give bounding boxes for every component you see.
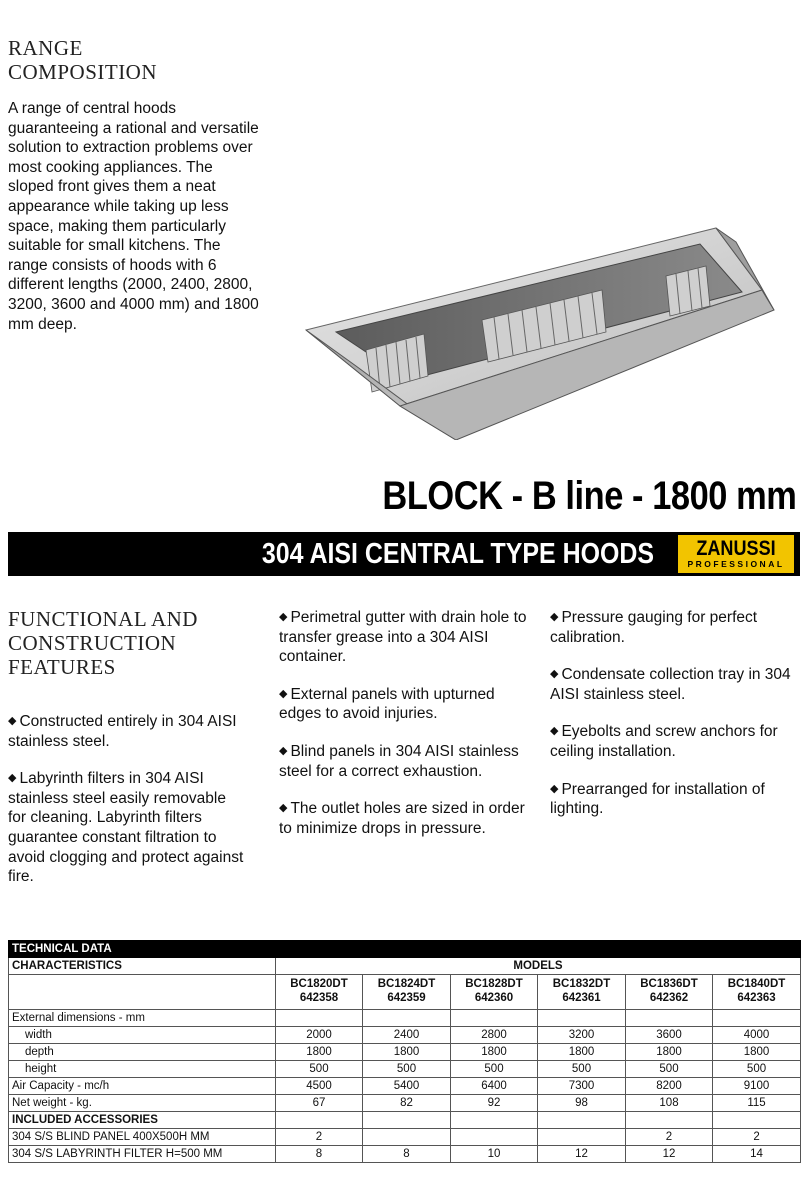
product-title: BLOCK - B line - 1800 mm <box>381 474 796 518</box>
row-label: Net weight - kg. <box>9 1095 276 1112</box>
table-cell: 92 <box>451 1095 538 1112</box>
models-label: MODELS <box>276 958 801 975</box>
diamond-bullet-icon: ◆ <box>279 744 288 757</box>
table-row <box>9 1061 801 1078</box>
table-cell: 500 <box>451 1061 538 1078</box>
hood-product-image <box>296 180 806 440</box>
table-row <box>9 1027 801 1044</box>
model-cell <box>276 975 363 1010</box>
ext-dims-label: External dimensions - mm <box>9 1010 276 1027</box>
model-cell <box>538 975 626 1010</box>
table-cell <box>713 1010 801 1027</box>
table-cell <box>276 1010 363 1027</box>
technical-data-table <box>8 940 801 1163</box>
table-cell: 7300 <box>538 1078 626 1095</box>
table-cell: 1800 <box>451 1044 538 1061</box>
table-cell: 4500 <box>276 1078 363 1095</box>
features-title <box>8 607 268 679</box>
logo-brand-sub: PROFESSIONAL <box>687 559 785 569</box>
features-column-1 <box>8 712 244 905</box>
row-label: width <box>9 1027 276 1044</box>
range-title-line2: COMPOSITION <box>8 60 158 84</box>
table-row <box>9 1146 801 1163</box>
feature-text: Eyebolts and screw anchors for ceiling installation. <box>550 723 778 760</box>
model-number: 642362 <box>649 992 689 1004</box>
table-cell: 2400 <box>363 1027 451 1044</box>
feature-text: Constructed entirely in 304 AISI stainless steel. <box>8 713 237 750</box>
table-cell <box>451 1112 538 1129</box>
diamond-bullet-icon: ◆ <box>550 611 559 623</box>
table-cell <box>363 1112 451 1129</box>
category-title: 304 AISI CENTRAL TYPE HOODS <box>261 538 654 570</box>
table-cell: 1800 <box>276 1044 363 1061</box>
range-composition-title <box>8 36 268 84</box>
feature-item <box>8 769 244 887</box>
features-title-line2: CONSTRUCTION <box>8 631 177 655</box>
features-column-2 <box>279 608 529 856</box>
row-label: Air Capacity - mc/h <box>9 1078 276 1095</box>
features-column-3 <box>550 608 800 837</box>
table-cell <box>9 975 276 1010</box>
diamond-bullet-icon: ◆ <box>550 725 559 738</box>
table-cell <box>626 1112 713 1129</box>
feature-text: Perimetral gutter with drain hole to transfer grease into a 304 AISI container. <box>279 609 527 666</box>
table-cell: 2 <box>626 1129 713 1146</box>
feature-item <box>550 780 800 819</box>
features-title-line3: FEATURES <box>8 655 116 679</box>
accessories-label: INCLUDED ACCESSORIES <box>9 1112 276 1129</box>
table-cell <box>538 1112 626 1129</box>
feature-item <box>550 665 800 704</box>
characteristics-label: CHARACTERISTICS <box>9 958 276 975</box>
diamond-bullet-icon: ◆ <box>279 687 288 700</box>
feature-item <box>279 608 529 667</box>
feature-item <box>279 799 529 838</box>
table-header-row <box>9 941 801 958</box>
table-cell: 1800 <box>626 1044 713 1061</box>
feature-item <box>550 722 800 761</box>
model-cell <box>451 975 538 1010</box>
logo-brand-name: ZANUSSI <box>696 537 776 560</box>
feature-text: Condensate collection tray in 304 AISI stainless steel. <box>550 666 791 703</box>
model-code: BC1836DT <box>640 978 698 990</box>
table-cell: 2000 <box>276 1027 363 1044</box>
feature-text: External panels with upturned edges to avoid injuries. <box>279 685 495 723</box>
table-cell: 3200 <box>538 1027 626 1044</box>
model-number: 642359 <box>387 992 426 1004</box>
diamond-bullet-icon: ◆ <box>8 715 17 727</box>
table-cell <box>538 1129 626 1146</box>
model-code: BC1832DT <box>552 978 611 990</box>
row-label: 304 S/S LABYRINTH FILTER H=500 MM <box>9 1146 276 1163</box>
table-cell: 1800 <box>363 1044 451 1061</box>
table-cell: 98 <box>538 1095 626 1112</box>
features-title-line1: FUNCTIONAL AND <box>8 607 198 631</box>
row-label: height <box>9 1061 276 1078</box>
table-cell: 500 <box>713 1061 801 1078</box>
model-number: 642360 <box>474 992 514 1004</box>
feature-item <box>8 712 244 751</box>
table-cell: 500 <box>538 1061 626 1078</box>
table-cell <box>363 1129 451 1146</box>
table-cell: 67 <box>276 1095 363 1112</box>
model-cell <box>626 975 713 1010</box>
model-cell <box>713 975 801 1010</box>
table-row <box>9 1129 801 1146</box>
diamond-bullet-icon: ◆ <box>550 782 559 795</box>
feature-text: The outlet holes are sized in order to minimize drops in pressure. <box>279 800 525 837</box>
table-cell: 500 <box>363 1061 451 1078</box>
model-number: 642358 <box>299 992 339 1004</box>
table-cell: 500 <box>626 1061 713 1078</box>
feature-item <box>279 742 529 781</box>
model-code: BC1820DT <box>290 978 348 990</box>
feature-text: Blind panels in 304 AISI stainless steel for a correct exhaustion. <box>279 742 519 780</box>
table-cell: 2800 <box>451 1027 538 1044</box>
table-cell <box>276 1112 363 1129</box>
table-cell: 115 <box>713 1095 801 1112</box>
table-cell: 2 <box>276 1129 363 1146</box>
table-cell: 82 <box>363 1095 451 1112</box>
table-cell: 2 <box>713 1129 801 1146</box>
table-cell <box>363 1010 451 1027</box>
row-label: depth <box>9 1044 276 1061</box>
table-row <box>9 1010 801 1027</box>
table-cell: 9100 <box>713 1078 801 1095</box>
table-cell: 8200 <box>626 1078 713 1095</box>
diamond-bullet-icon: ◆ <box>279 611 288 623</box>
table-cell: 8 <box>276 1146 363 1163</box>
table-row <box>9 1044 801 1061</box>
table-row-models <box>9 975 801 1010</box>
model-code: BC1840DT <box>727 978 786 990</box>
table-cell: 1800 <box>538 1044 626 1061</box>
range-title-line1: RANGE <box>8 36 83 60</box>
table-row <box>9 1112 801 1129</box>
table-cell: 12 <box>626 1146 713 1163</box>
table-cell: 1800 <box>713 1044 801 1061</box>
model-code: BC1828DT <box>465 978 523 990</box>
table-cell: 4000 <box>713 1027 801 1044</box>
model-code: BC1824DT <box>377 978 436 990</box>
range-description: A range of central hoods guaranteeing a rational and versatile solution to extraction problems over most cooking appliances. The sloped front gives them a neat appearance while taking up less space, making them particularly suitable for small kitchens. The range consists of hoods with 6 different lengths (2000, 2400, 2800, 3200, 3600 and 4000 mm) and 1800 mm deep. <box>8 100 259 333</box>
table-cell: 500 <box>276 1061 363 1078</box>
table-row <box>9 1095 801 1112</box>
model-number: 642361 <box>562 992 601 1004</box>
feature-text: Prearranged for installation of lighting. <box>550 780 765 818</box>
table-row <box>9 1078 801 1095</box>
feature-item <box>550 608 800 647</box>
table-cell: 5400 <box>363 1078 451 1095</box>
table-cell: 3600 <box>626 1027 713 1044</box>
table-cell <box>626 1010 713 1027</box>
table-cell <box>713 1112 801 1129</box>
table-cell: 12 <box>538 1146 626 1163</box>
table-cell: 10 <box>451 1146 538 1163</box>
feature-text: Pressure gauging for perfect calibration. <box>550 609 758 646</box>
table-cell: 8 <box>363 1146 451 1163</box>
row-label: 304 S/S BLIND PANEL 400X500H MM <box>9 1129 276 1146</box>
table-row <box>9 958 801 975</box>
table-cell: 108 <box>626 1095 713 1112</box>
zanussi-logo <box>678 535 794 573</box>
technical-data-header: TECHNICAL DATA <box>9 941 801 958</box>
table-cell <box>451 1010 538 1027</box>
table-cell <box>451 1129 538 1146</box>
feature-text: Labyrinth filters in 304 AISI stainless steel easily removable for cleaning. Labyrinth filters guarantee constant filtration to avoid clogging and protect against fire. <box>8 770 244 886</box>
feature-item <box>279 685 529 724</box>
model-number: 642363 <box>737 992 776 1004</box>
table-cell <box>538 1010 626 1027</box>
category-band <box>8 532 800 576</box>
diamond-bullet-icon: ◆ <box>279 802 288 815</box>
table-cell: 14 <box>713 1146 801 1163</box>
table-cell: 6400 <box>451 1078 538 1095</box>
diamond-bullet-icon: ◆ <box>8 772 17 785</box>
diamond-bullet-icon: ◆ <box>550 668 559 681</box>
model-cell <box>363 975 451 1010</box>
